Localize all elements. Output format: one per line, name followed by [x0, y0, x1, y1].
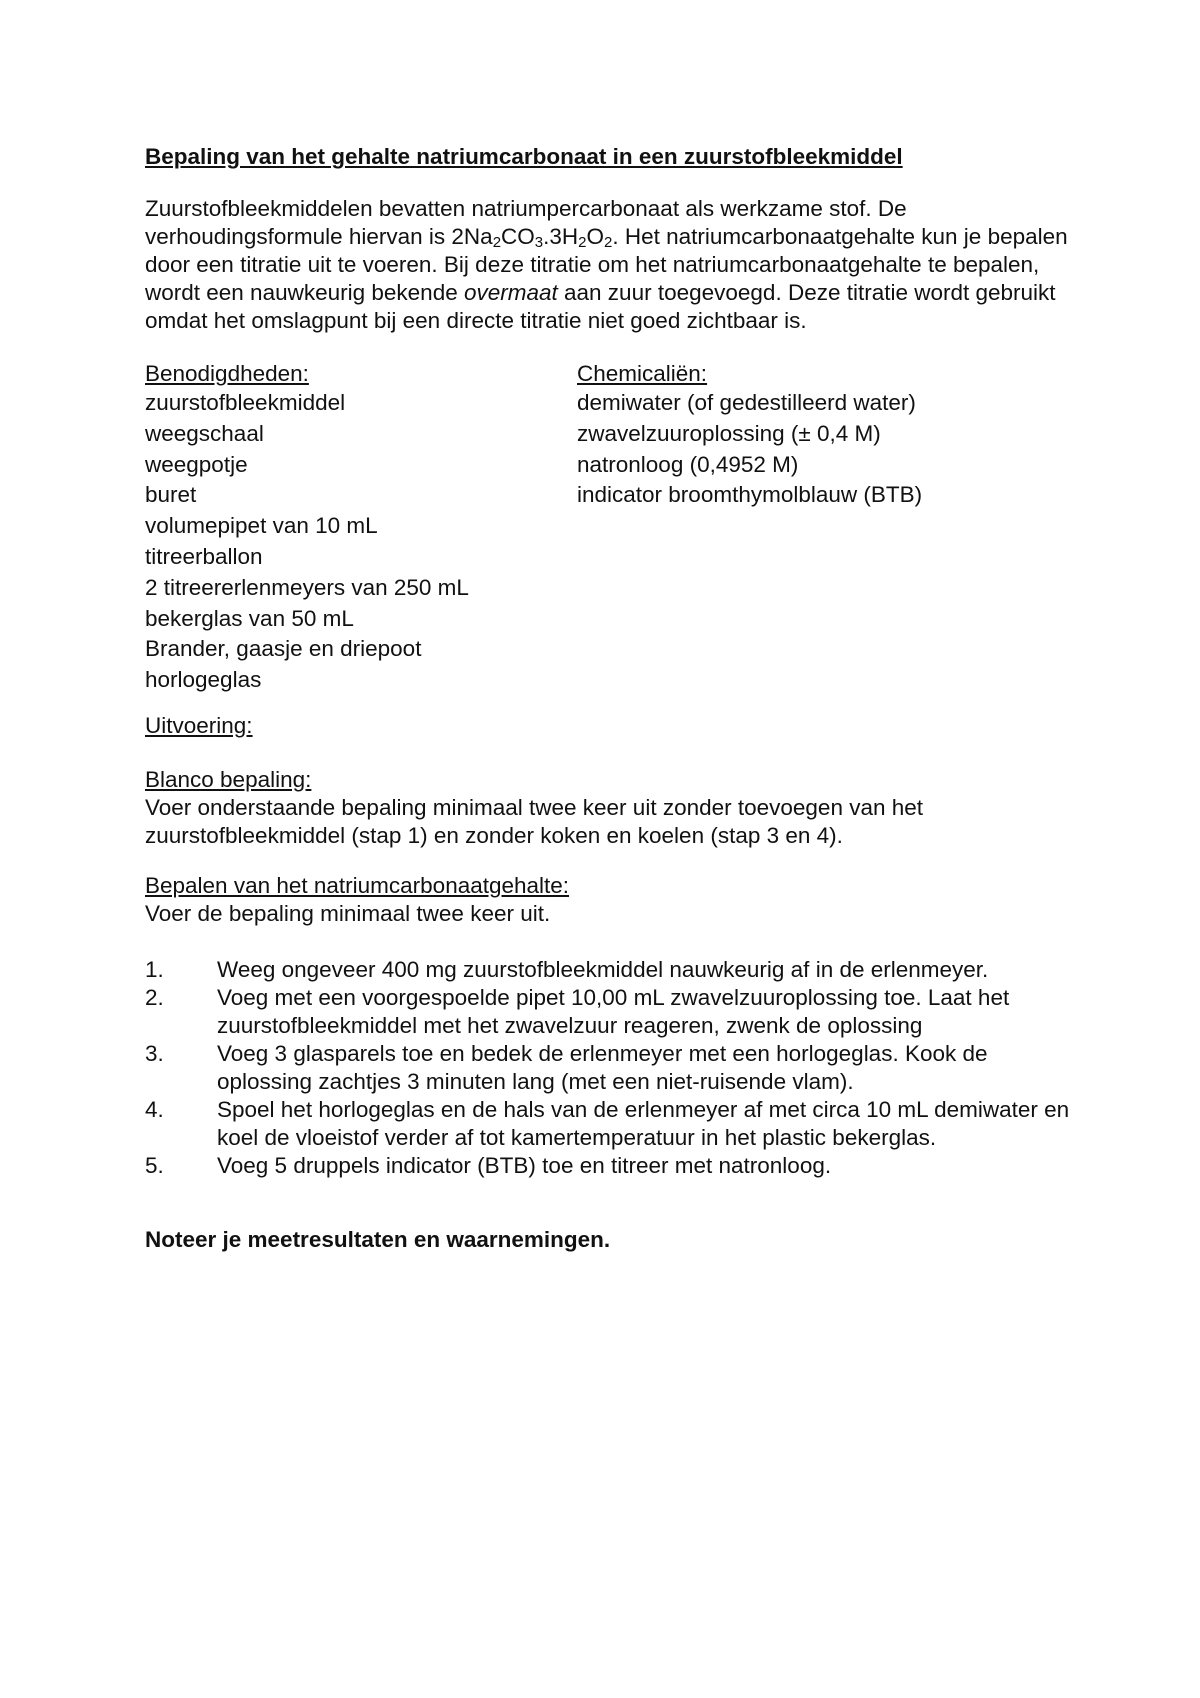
step-text: Voeg 3 glasparels toe en bedek de erlenmeyer met een horlogeglas. Kook de oplossing zachtjes 3 minuten lang (met een niet-ruisende vlam).	[217, 1041, 988, 1094]
step-number: 4.	[145, 1097, 164, 1122]
step-item	[145, 984, 1075, 1040]
intro-text-2: CO	[501, 224, 535, 249]
step-number: 5.	[145, 1153, 164, 1178]
intro-italic-word: overmaat	[463, 280, 558, 305]
benodigdheden-item: zuurstofbleekmiddel	[145, 390, 346, 415]
step-text: Spoel het horlogeglas en de hals van de erlenmeyer af met circa 10 mL demiwater en koel de vloeistof verder af tot kamertemperatuur in het plastic bekerglas.	[217, 1097, 1070, 1150]
chemicalien-item: natronloog (0,4952 M)	[577, 451, 799, 477]
benodigdheden-heading: Benodigdheden:	[145, 361, 309, 386]
bepalen-section	[145, 872, 1075, 928]
intro-text-5: . Het natriumcarbonaatgehalte kun je bepalen door een titratie uit te voeren. Bij deze titratie om het natriumcarbonaatgehalte te bepalen, wordt een nauwkeurig bekende	[145, 224, 1068, 305]
chemicalien-heading: Chemicaliën:	[577, 361, 708, 386]
closing-instruction: Noteer je meetresultaten en waarnemingen.	[145, 1227, 611, 1252]
step-item	[145, 1152, 1075, 1180]
document-title: Bepaling van het gehalte natriumcarbonaat in een zuurstofbleekmiddel	[145, 144, 903, 169]
procedure-steps	[145, 956, 1075, 1180]
intro-text-6: aan zuur toegevoegd. Deze titratie wordt gebruikt omdat het omslagpunt bij een directe titratie niet goed zichtbaar is.	[145, 280, 1056, 333]
formula-subscript: 2	[604, 234, 613, 251]
benodigdheden-item: bekerglas van 50 mL	[145, 605, 354, 631]
blanco-section	[145, 766, 1075, 850]
step-number: 3.	[145, 1041, 164, 1066]
benodigdheden-item: buret	[145, 482, 197, 508]
intro-paragraph	[145, 195, 1075, 335]
benodigdheden-item: weegschaal	[145, 420, 264, 446]
step-text: Voeg 5 druppels indicator (BTB) toe en titreer met natronloog.	[217, 1153, 832, 1178]
chemicalien-item: demiwater (of gedestilleerd water)	[577, 390, 916, 415]
bepalen-text: Voer de bepaling minimaal twee keer uit.	[145, 901, 551, 926]
document-page	[145, 143, 1075, 1254]
step-number: 1.	[145, 957, 164, 982]
materials-columns	[145, 360, 1075, 693]
bepalen-heading: Bepalen van het natriumcarbonaatgehalte:	[145, 873, 570, 898]
step-text: Weeg ongeveer 400 mg zuurstofbleekmiddel nauwkeurig af in de erlenmeyer.	[217, 957, 989, 982]
benodigdheden-item: volumepipet van 10 mL	[145, 513, 378, 539]
benodigdheden-item: 2 titreererlenmeyers van 250 mL	[145, 574, 469, 600]
chemicalien-item: zwavelzuuroplossing (± 0,4 M)	[577, 420, 881, 446]
benodigdheden-item: horlogeglas	[145, 667, 262, 693]
step-text: Voeg met een voorgespoelde pipet 10,00 mL zwavelzuuroplossing toe. Laat het zuurstofbleekmiddel met het zwavelzuur reageren, zwenk de oplossing	[217, 985, 1010, 1038]
benodigdheden-column	[145, 360, 565, 696]
formula-subscript: 2	[578, 234, 587, 251]
step-item	[145, 1096, 1075, 1152]
intro-text-4: O	[586, 224, 604, 249]
chemicalien-column	[577, 360, 1057, 511]
formula-subscript: 2	[492, 234, 502, 251]
blanco-heading: Blanco bepaling:	[145, 767, 312, 792]
intro-text-1: Zuurstofbleekmiddelen bevatten natriumpercarbonaat als werkzame stof. De verhoudingsformule hiervan is 2Na	[145, 196, 907, 249]
uitvoering-heading: Uitvoering:	[145, 713, 253, 738]
step-item	[145, 956, 1075, 984]
blanco-text: Voer onderstaande bepaling minimaal twee keer uit zonder toevoegen van het zuurstofbleekmiddel (stap 1) en zonder koken en koelen (stap 3 en 4).	[145, 795, 924, 848]
benodigdheden-item: titreerballon	[145, 543, 263, 569]
formula-subscript: 3	[534, 234, 544, 251]
chemicalien-item: indicator broomthymolblauw (BTB)	[577, 482, 923, 508]
intro-text-3: .3H	[543, 224, 579, 249]
step-item	[145, 1040, 1075, 1096]
benodigdheden-item: weegpotje	[145, 451, 248, 477]
step-number: 2.	[145, 985, 164, 1010]
benodigdheden-item: Brander, gaasje en driepoot	[145, 636, 422, 662]
